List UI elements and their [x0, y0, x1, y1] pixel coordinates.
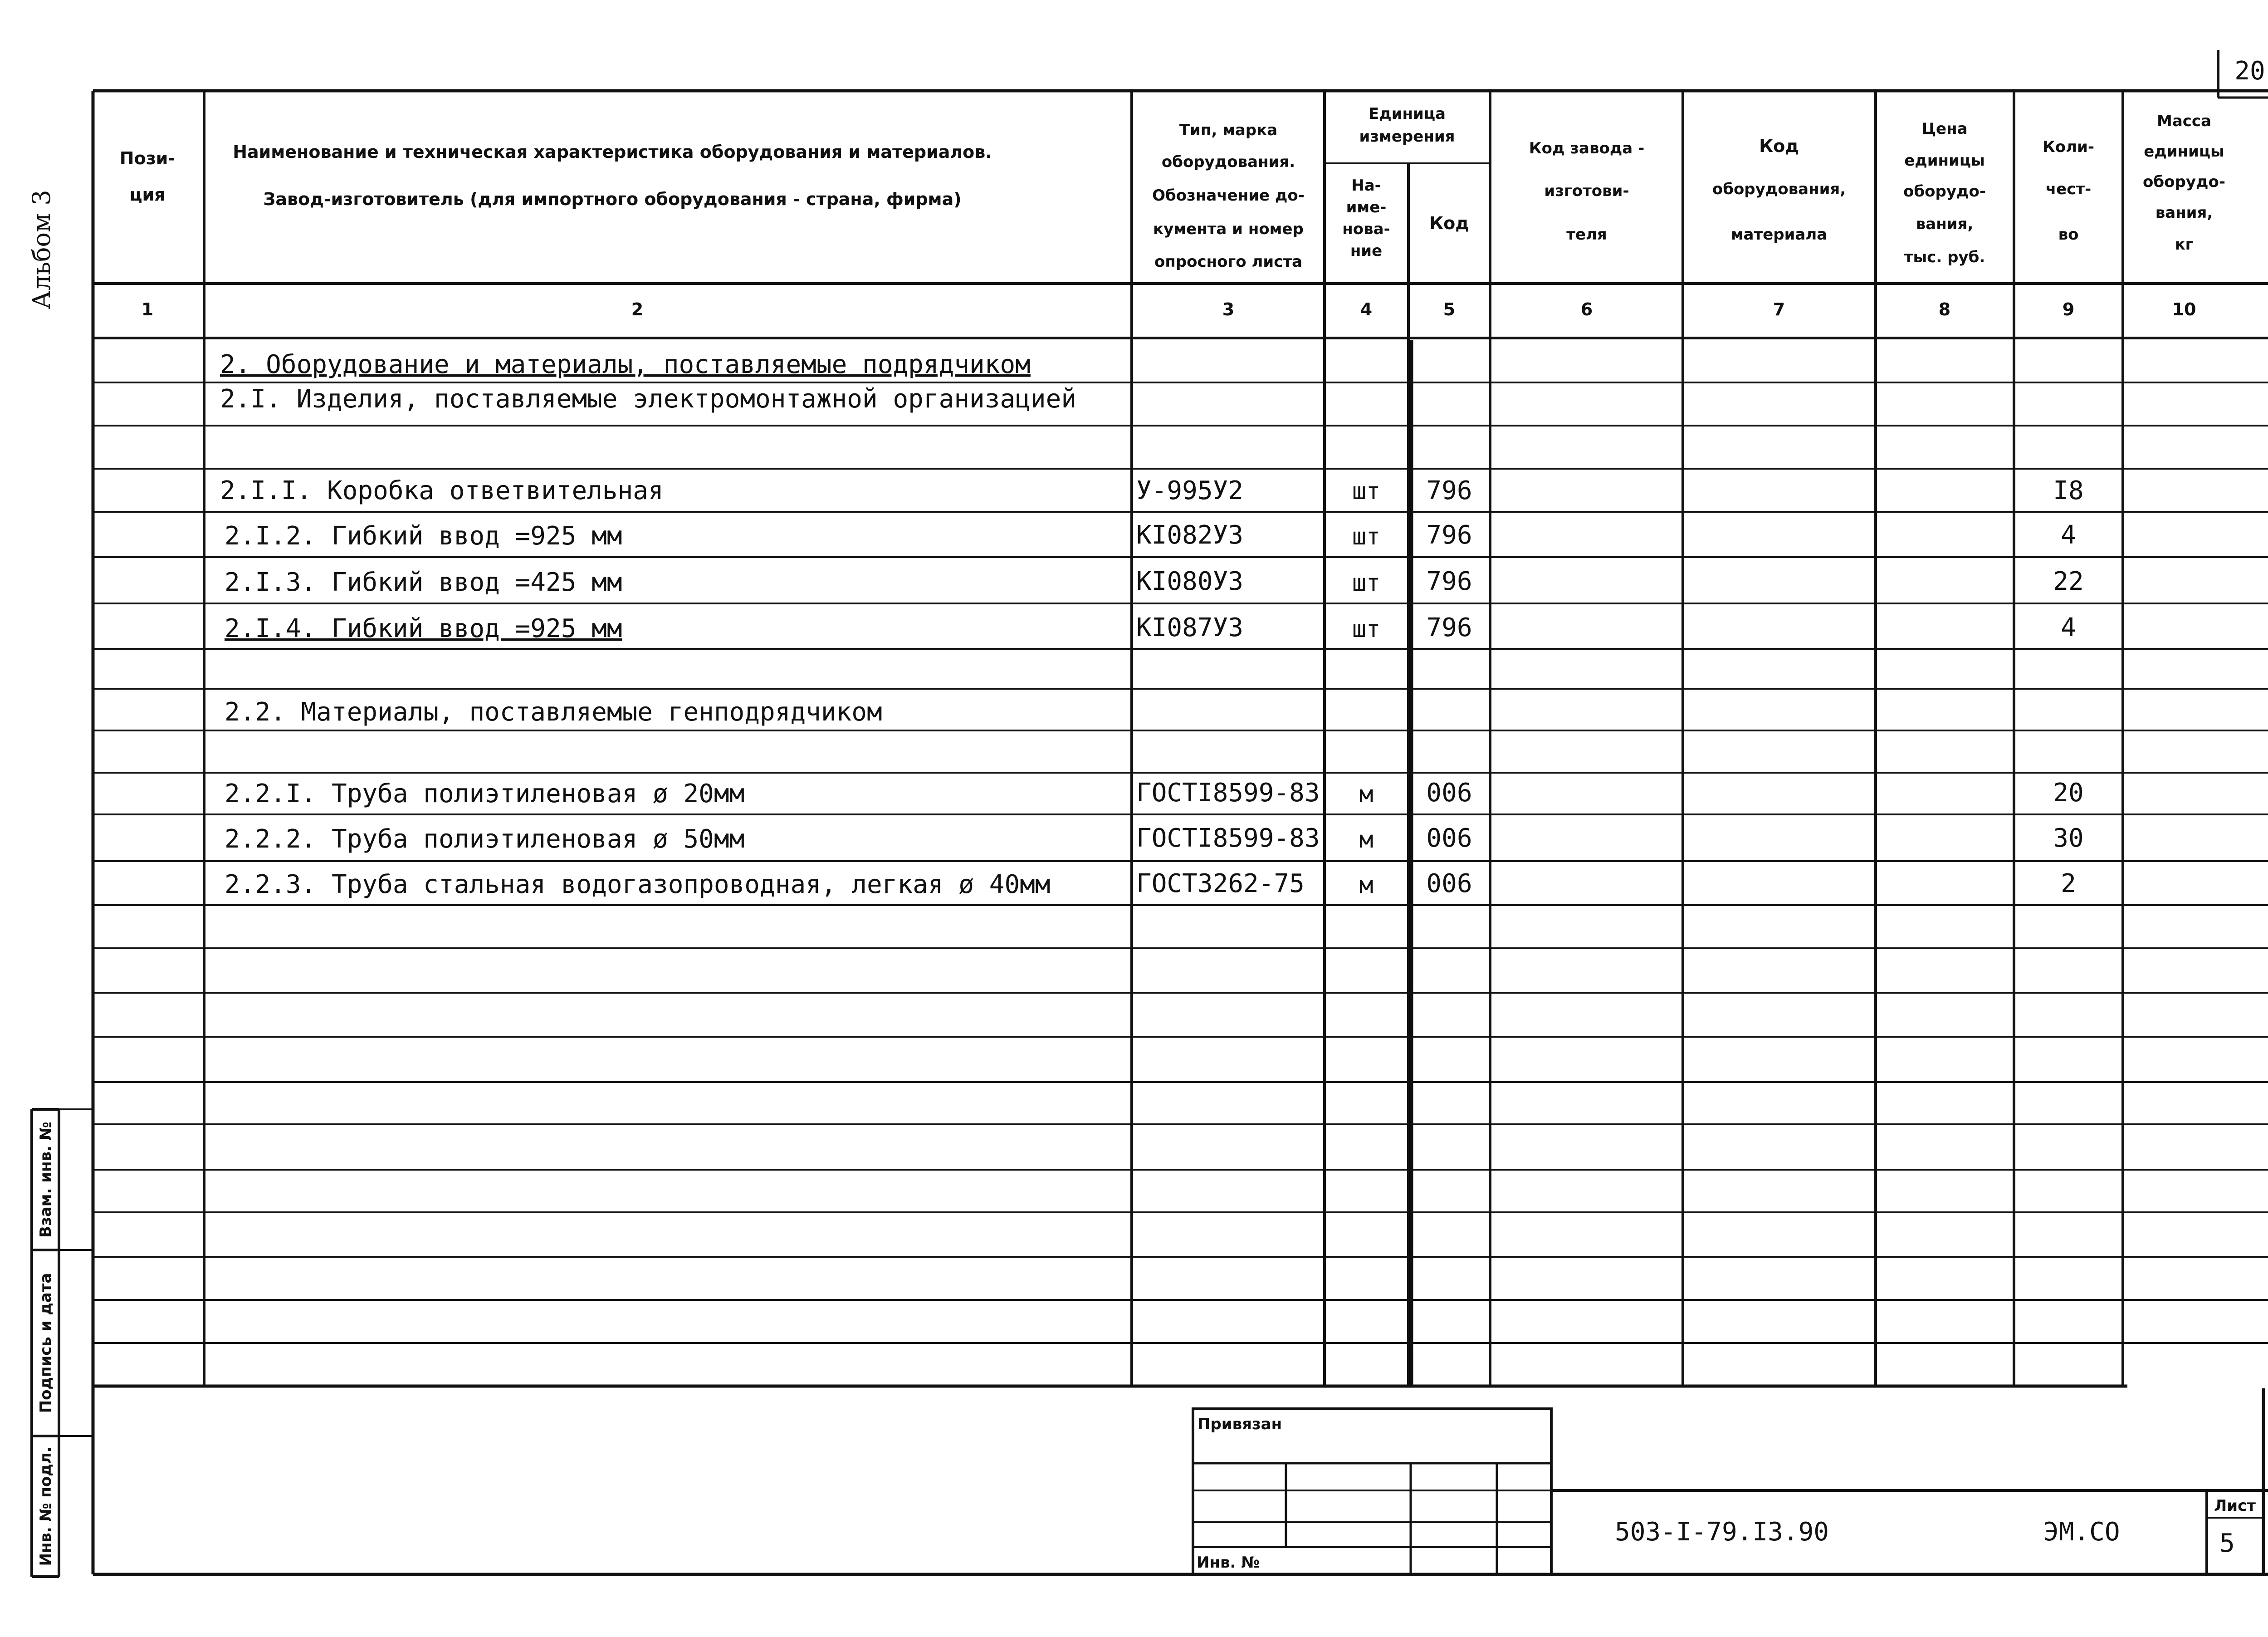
album-label: Альбом 3 [27, 190, 56, 309]
table-row [225, 567, 2084, 597]
header-type-l4: кумента и номер [1153, 220, 1304, 238]
header-unit-group-l1: Единица [1369, 105, 1446, 123]
row-unit: м [1359, 781, 1374, 808]
table-row [225, 823, 2084, 854]
header-unit-name-l4: ние [1350, 242, 1383, 260]
header-price-l3: оборудо- [1903, 182, 1986, 201]
column-number: 5 [1443, 299, 1456, 319]
header-equipment-code-l3: материала [1730, 225, 1828, 244]
row-name: 2.I.4. Гибкий ввод =925 мм [225, 614, 622, 643]
row-unit: шт [1352, 478, 1381, 505]
header-quantity-l1: Коли- [2043, 138, 2094, 156]
header-price-l2: единицы [1904, 152, 1985, 170]
header-type-l3: Обозначение до- [1152, 186, 1305, 205]
table-row [225, 613, 2076, 643]
row-code: 006 [1426, 778, 1472, 808]
row-unit: м [1359, 826, 1374, 853]
header-unit-group-l2: измерения [1359, 127, 1455, 146]
row-name: 2.2.2. Труба полиэтиленовая ø 50мм [225, 824, 745, 854]
sheet-number: 5 [2219, 1529, 2235, 1558]
row-name: 2.2. Материалы, поставляемые генподрядчиком [225, 697, 882, 727]
header-equipment-code-l1: Код [1759, 136, 1799, 156]
column-numbers [142, 299, 2196, 319]
row-type: ГОСТI8599-83 [1136, 823, 1320, 853]
column-number: 6 [1580, 299, 1593, 319]
side-label-replace-inv: Взам. инв. № [37, 1122, 55, 1238]
header-type-l5: опросного листа [1154, 253, 1303, 271]
sheet-label: Лист [2214, 1497, 2256, 1515]
header-type-l1: Тип, марка [1179, 121, 1278, 139]
row-unit: шт [1352, 569, 1381, 597]
column-number: 3 [1222, 299, 1235, 319]
header-unit-name-l1: На- [1351, 176, 1381, 195]
column-number: 2 [631, 299, 644, 319]
row-qty: 22 [2053, 567, 2084, 596]
table-row [220, 384, 1076, 414]
header-mass-l5: кг [2175, 235, 2194, 254]
page-number: 20 [2234, 56, 2265, 86]
row-type: ГОСТI8599-83 [1136, 778, 1320, 808]
row-unit: шт [1352, 616, 1381, 643]
side-label-signature-date: Подпись и дата [37, 1273, 55, 1413]
header-factory-code-l3: теля [1566, 225, 1607, 244]
header-price-l1: Цена [1921, 120, 1968, 138]
header-type-l2: оборудования. [1161, 153, 1295, 171]
row-qty: 2 [2061, 869, 2076, 898]
header-unit-name-l2: име- [1346, 198, 1387, 216]
row-qty: 4 [2061, 520, 2076, 550]
table-row [225, 869, 2076, 899]
table-row [225, 697, 882, 727]
header-mass-l3: оборудо- [2143, 173, 2225, 191]
row-name: 2.2.I. Труба полиэтиленовая ø 20мм [225, 779, 745, 809]
row-type: У-995У2 [1136, 476, 1244, 505]
header-unit-name-l3: нова- [1342, 220, 1390, 238]
header-mass-l2: единицы [2144, 142, 2224, 161]
table-row [225, 778, 2084, 809]
table-row [220, 476, 2084, 505]
row-unit: м [1359, 872, 1374, 899]
row-code: 006 [1426, 869, 1472, 898]
header-factory-code-l2: изготови- [1544, 182, 1629, 200]
header-name-l2: Завод-изготовитель (для импортного оборудования - страна, фирма) [263, 189, 962, 209]
row-code: 796 [1426, 613, 1472, 642]
row-name: 2. Оборудование и материалы, поставляемые подрядчиком [220, 350, 1031, 379]
row-unit: шт [1352, 523, 1381, 550]
header-name-l1: Наименование и техническая характеристика оборудования и материалов. [233, 142, 992, 162]
header-mass-l1: Масса [2156, 112, 2212, 130]
document-mark: ЭМ.СО [2043, 1517, 2120, 1547]
header-mass-l4: вания, [2155, 204, 2213, 222]
table-row [225, 520, 2076, 551]
row-name: 2.I.I. Коробка ответвительная [220, 476, 664, 505]
column-number: 7 [1773, 299, 1785, 319]
column-number: 4 [1360, 299, 1373, 319]
row-name: 2.I.2. Гибкий ввод =925 мм [225, 521, 622, 551]
document-code: 503-I-79.I3.90 [1615, 1517, 1829, 1547]
header-price-l4: вания, [1916, 215, 1974, 233]
header-position-l2: ция [129, 185, 166, 205]
header-factory-code-l1: Код завода - [1529, 139, 1645, 157]
row-name: 2.2.3. Труба стальная водогазопроводная, легкая ø 40мм [225, 870, 1051, 899]
row-code: 006 [1426, 823, 1472, 853]
row-code: 796 [1426, 520, 1472, 550]
header-quantity-l3: во [2058, 225, 2079, 244]
row-name: 2.I. Изделия, поставляемые электромонтажной организацией [220, 384, 1077, 414]
row-type: КI080У3 [1136, 567, 1244, 596]
row-code: 796 [1426, 476, 1472, 505]
column-number: 1 [141, 299, 154, 319]
header-unit-code: Код [1429, 213, 1469, 233]
table-body [220, 350, 2084, 899]
bound-label: Привязан [1198, 1415, 1282, 1433]
side-label-inv-original: Инв. № подл. [37, 1446, 55, 1566]
header-position-l1: Пози- [119, 148, 176, 168]
row-qty: 30 [2053, 823, 2084, 853]
row-type: КI087У3 [1136, 613, 1244, 642]
column-number: 9 [2062, 299, 2075, 319]
table-header [120, 105, 2225, 271]
row-name: 2.I.3. Гибкий ввод =425 мм [225, 568, 622, 597]
header-equipment-code-l2: оборудования, [1712, 180, 1846, 198]
row-type: ГОСТ3262-75 [1136, 869, 1305, 898]
column-number: 8 [1938, 299, 1951, 319]
row-type: КI082У3 [1136, 520, 1244, 550]
table-row [220, 350, 1031, 379]
row-code: 796 [1426, 567, 1472, 596]
row-qty: I8 [2053, 476, 2084, 505]
row-qty: 20 [2053, 778, 2084, 808]
title-block-grid [1193, 1409, 2268, 1574]
inv-label: Инв. № [1197, 1554, 1260, 1572]
header-price-l5: тыс. руб. [1904, 248, 1985, 266]
column-lines [204, 91, 2123, 1386]
row-qty: 4 [2061, 613, 2076, 642]
column-number: 10 [2172, 299, 2196, 319]
header-quantity-l2: чест- [2045, 180, 2092, 198]
